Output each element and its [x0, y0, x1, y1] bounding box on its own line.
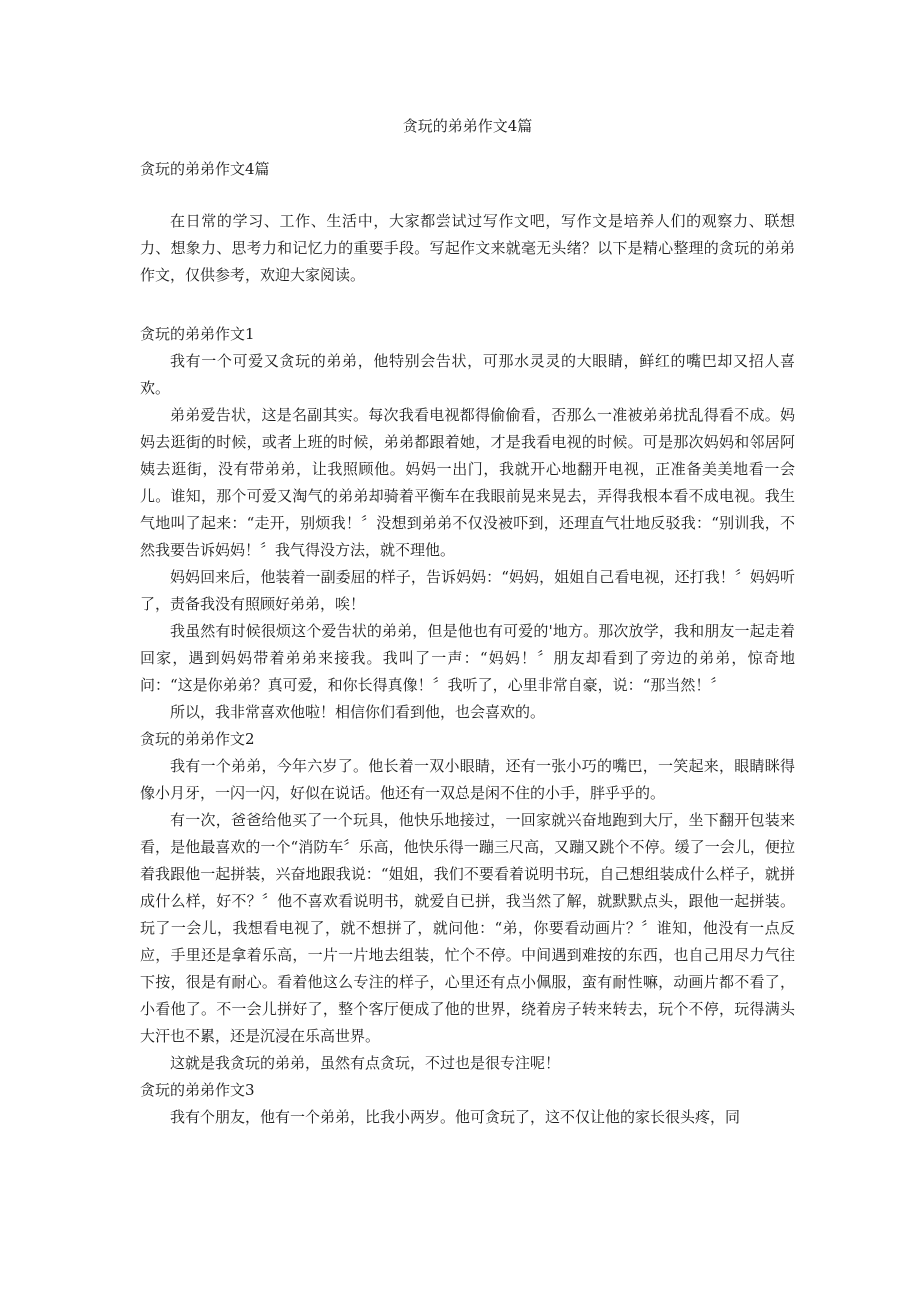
paragraph: 所以，我非常喜欢他啦！相信你们看到他，也会喜欢的。 [170, 703, 546, 721]
section-heading: 贪玩的弟弟作文3 [140, 1081, 255, 1099]
paragraph: 弟弟爱告状，这是名副其实。每次我看电视都得偷偷看，否那么一准被弟弟扰乱得看不成。妈妈去逛街的时候，或者上班的时候，弟弟都跟着她，才是我看电视的时候。可是那次妈妈和邻居阿姨去逛街，没有带弟弟，让我照顾他。妈妈一出门，我就开心地翻开电视，正准备美美地看一会儿。谁知，那个可爱又淘气的弟弟却骑着平衡车在我眼前晃来晃去，弄得我根本看不成电视。我生气地叫了起来：“走开，别烦我！〞没想到弟弟不仅没被吓到，还理直气壮地反驳我：“别训我，不然我要告诉妈妈！〞我气得没方法，就不理他。 [140, 406, 795, 559]
section-heading: 贪玩的弟弟作文1 [140, 325, 255, 343]
paragraph: 我有一个可爱又贪玩的弟弟，他特别会告状，可那水灵灵的大眼睛，鲜红的嘴巴却又招人喜欢。 [140, 352, 795, 397]
document-title: 贪玩的弟弟作文4篇 [402, 117, 533, 135]
paragraph: 妈妈回来后，他装着一副委屈的样子，告诉妈妈：“妈妈，姐姐自己看电视，还打我！〞妈妈听了，责备我没有照顾好弟弟，唉！ [140, 568, 795, 613]
paragraph: 有一次，爸爸给他买了一个玩具，他快乐地接过，一回家就兴奋地跑到大厅，坐下翻开包装来看，是他最喜欢的一个“消防车〞乐高，他快乐得一蹦三尺高，又蹦又跳个不停。缓了一会儿，便拉着我跟他一起拼装，兴奋地跟我说：“姐姐，我们不要看着说明书玩，自己想组装成什么样子，就拼成什么样，好不？〞他不喜欢看说明书，就爱自已拼，我当然了解，就默默点头，跟他一起拼装。玩了一会儿，我想看电视了，就不想拼了，就问他：“弟，你要看动画片？〞谁知，他没有一点反应，手里还是拿着乐高，一片一片地去组装，忙个不停。中间遇到难按的东西，也自己用尽力气往下按，很是有耐心。看着他这么专注的样子，心里还有点小佩服，蛮有耐性嘛，动画片都不看了，小看他了。不一会儿拼好了，整个客厅便成了他的世界，绕着房子转来转去，玩个不停，玩得满头大汗也不累，还是沉浸在乐高世界。 [140, 811, 795, 1045]
paragraph: 我虽然有时候很烦这个爱告状的弟弟，但是他也有可爱的'地方。那次放学，我和朋友一起走着回家，遇到妈妈带着弟弟来接我。我叫了一声：“妈妈！〞朋友却看到了旁边的弟弟，惊奇地问：“这是你弟弟？真可爱，和你长得真像！〞我听了，心里非常自豪，说：“那当然！〞 [140, 622, 795, 694]
paragraph: 我有一个弟弟，今年六岁了。他长着一双小眼睛，还有一张小巧的嘴巴，一笑起来，眼睛眯得像小月牙，一闪一闪，好似在说话。他还有一双总是闲不住的小手，胖乎乎的。 [140, 757, 795, 802]
document-subtitle: 贪玩的弟弟作文4篇 [140, 160, 270, 178]
paragraph: 这就是我贪玩的弟弟，虽然有点贪玩，不过也是很专注呢！ [170, 1054, 561, 1072]
essay-body [140, 321, 795, 1131]
intro-paragraph: 在日常的学习、工作、生活中，大家都尝试过写作文吧，写作文是培养人们的观察力、联想力、想象力、思考力和记忆力的重要手段。写起作文来就毫无头绪？以下是精心整理的贪玩的弟弟作文，仅供参考，欢迎大家阅读。 [140, 212, 795, 284]
section-heading: 贪玩的弟弟作文2 [140, 730, 255, 748]
paragraph: 我有个朋友，他有一个弟弟，比我小两岁。他可贪玩了，这不仅让他的家长很头疼，同 [170, 1108, 741, 1126]
